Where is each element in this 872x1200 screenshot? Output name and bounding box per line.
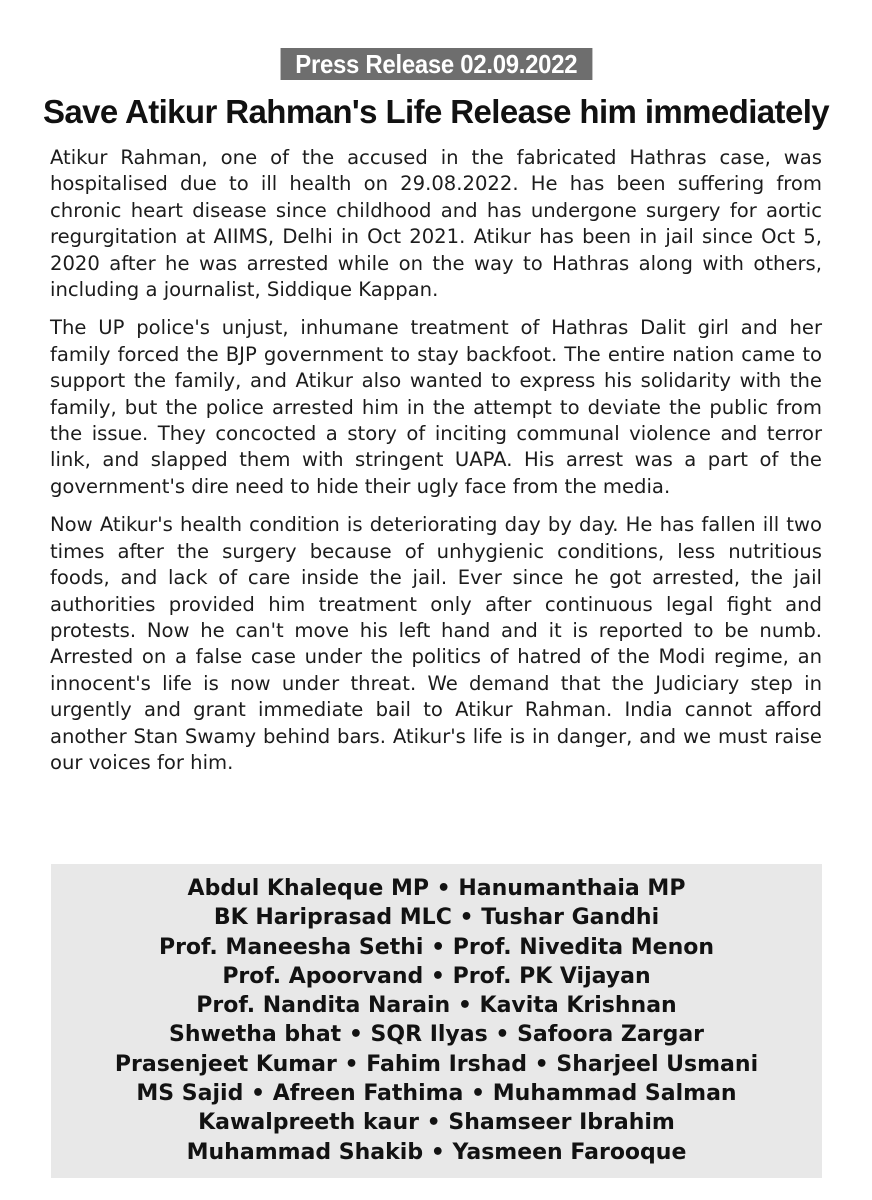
signatories-box — [51, 864, 822, 1178]
signatory-line: Muhammad Shakib • Yasmeen Farooque — [186, 1139, 687, 1165]
press-release-date-badge: Press Release 02.09.2022 — [280, 48, 591, 80]
signatory-line: MS Sajid • Afreen Fathima • Muhammad Salman — [136, 1081, 737, 1107]
signatory-line: Prasenjeet Kumar • Fahim Irshad • Sharjeel Usmani — [114, 1051, 759, 1077]
signatory-line: Shwetha bhat • SQR Ilyas • Safoora Zargar — [168, 1022, 705, 1048]
signatory-line: Prof. Apoorvand • Prof. PK Vijayan — [222, 963, 651, 989]
headline: Save Atikur Rahman's Life Release him immediately — [42, 93, 830, 130]
signatory-line: Prof. Nandita Narain • Kavita Krishnan — [196, 993, 677, 1019]
paragraph-2: The UP police's unjust, inhumane treatment of Hathras Dalit girl and her family forced the BJP government to stay backfoot. The entire nation came to support the family, and Atikur also wanted to express his solidarity with the family, but the police arrested him in the attempt to deviate the public from the issue. They concocted a story of inciting communal violence and terror link, and slapped them with stringent UAPA. His arrest was a part of the government's dire need to hide their ugly face from the media. — [50, 316, 822, 498]
signatory-line: Abdul Khaleque MP • Hanumanthaia MP — [187, 876, 686, 901]
signatory-line: Prof. Maneesha Sethi • Prof. Nivedita Menon — [158, 934, 715, 960]
signatory-line: BK Hariprasad MLC • Tushar Gandhi — [213, 905, 660, 931]
paragraph-1: Atikur Rahman, one of the accused in the fabricated Hathras case, was hospitalised due to ill health on 29.08.2022. He has been suffering from chronic heart disease since childhood and has undergone surgery for aortic regurgitation at AIIMS, Delhi in Oct 2021. Atikur has been in jail since Oct 5, 2020 after he was arrested while on the way to Hathras along with others, including a journalist, Siddique Kappan. — [50, 146, 822, 302]
badge-container — [0, 48, 872, 80]
body-text — [50, 145, 822, 788]
paragraph-3: Now Atikur's health condition is deteriorating day by day. He has fallen ill two times after the surgery because of unhygienic conditions, less nutritious foods, and lack of care inside the jail. Ever since he got arrested, the jail authorities provided him treatment only after continuous legal fight and protests. Now he can't move his left hand and it is reported to be numb. Arrested on a false case under the politics of hatred of the Modi regime, an innocent's life is now under threat. We demand that the Judiciary step in urgently and grant immediate bail to Atikur Rahman. India cannot afford another Stan Swamy behind bars. Atikur's life is in danger, and we must raise our voices for him. — [50, 513, 822, 774]
signatory-line: Kawalpreeth kaur • Shamseer Ibrahim — [198, 1110, 675, 1136]
